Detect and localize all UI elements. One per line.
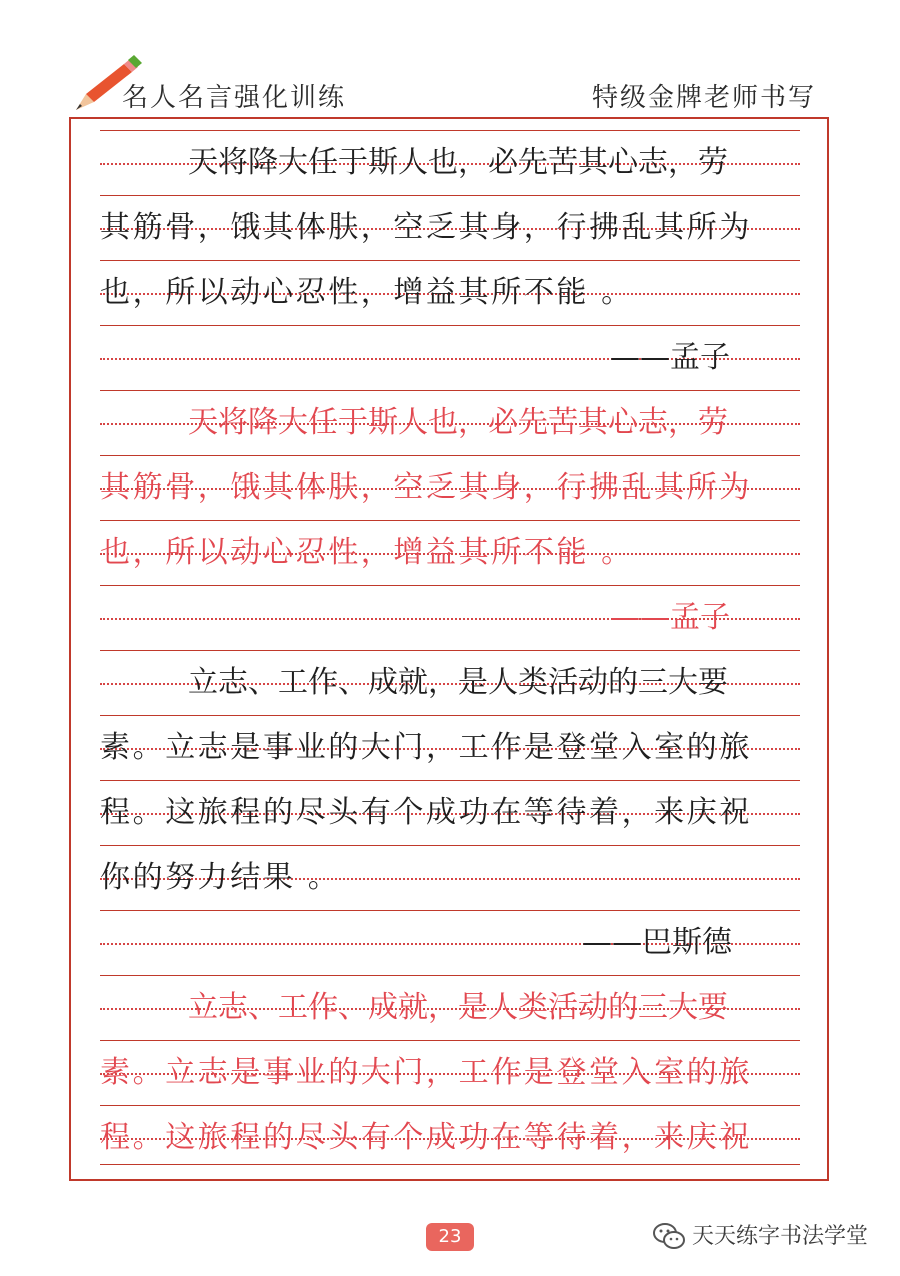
quote-line: 其筋骨，饿其体肤，空乏其身，行拂乱其所为 [100,210,752,245]
quote-author: ——巴斯德 [582,925,732,960]
writing-row [100,325,800,390]
trace-author: ——孟子 [610,600,730,635]
header-subtitle: 特级金牌老师书写 [592,83,817,113]
writing-row [100,845,800,910]
wechat-icon [652,1221,686,1251]
writing-row [100,585,800,650]
writing-row [100,260,800,325]
writing-row [100,390,800,455]
watermark-text: 天天练字书法学堂 [692,1224,869,1249]
quote-author: ——孟子 [610,340,730,375]
quote-line: 立志、工作、成就，是人类活动的三大要 [188,665,728,700]
writing-row [100,1105,800,1165]
writing-row [100,650,800,715]
trace-line: 立志、工作、成就，是人类活动的三大要 [188,990,728,1025]
trace-line: 其筋骨，饿其体肤，空乏其身，行拂乱其所为 [100,470,752,505]
writing-row [100,455,800,520]
quote-line: 天将降大任于斯人也，必先苦其心志，劳 [188,145,728,180]
page-number: 23 [426,1223,474,1251]
writing-row [100,520,800,585]
quote-line: 你的努力结果 。 [100,860,341,895]
writing-row [100,910,800,975]
trace-line: 素。立志是事业的大门，工作是登堂入室的旅 [100,1055,752,1090]
header-title: 名人名言强化训练 [122,83,347,113]
trace-line: 也，所以动心忍性，增益其所不能 。 [100,535,634,570]
trace-line: 天将降大任于斯人也，必先苦其心志，劳 [188,405,728,440]
writing-row [100,780,800,845]
writing-row [100,195,800,260]
writing-row [100,715,800,780]
quote-line: 素。立志是事业的大门，工作是登堂入室的旅 [100,730,752,765]
writing-row [100,1040,800,1105]
quote-line: 程。这旅程的尽头有个成功在等待着，来庆祝 [100,795,752,830]
writing-row [100,975,800,1040]
quote-line: 也，所以动心忍性，增益其所不能 。 [100,275,634,310]
trace-line: 程。这旅程的尽头有个成功在等待着，来庆祝 [100,1120,752,1155]
writing-row [100,130,800,195]
